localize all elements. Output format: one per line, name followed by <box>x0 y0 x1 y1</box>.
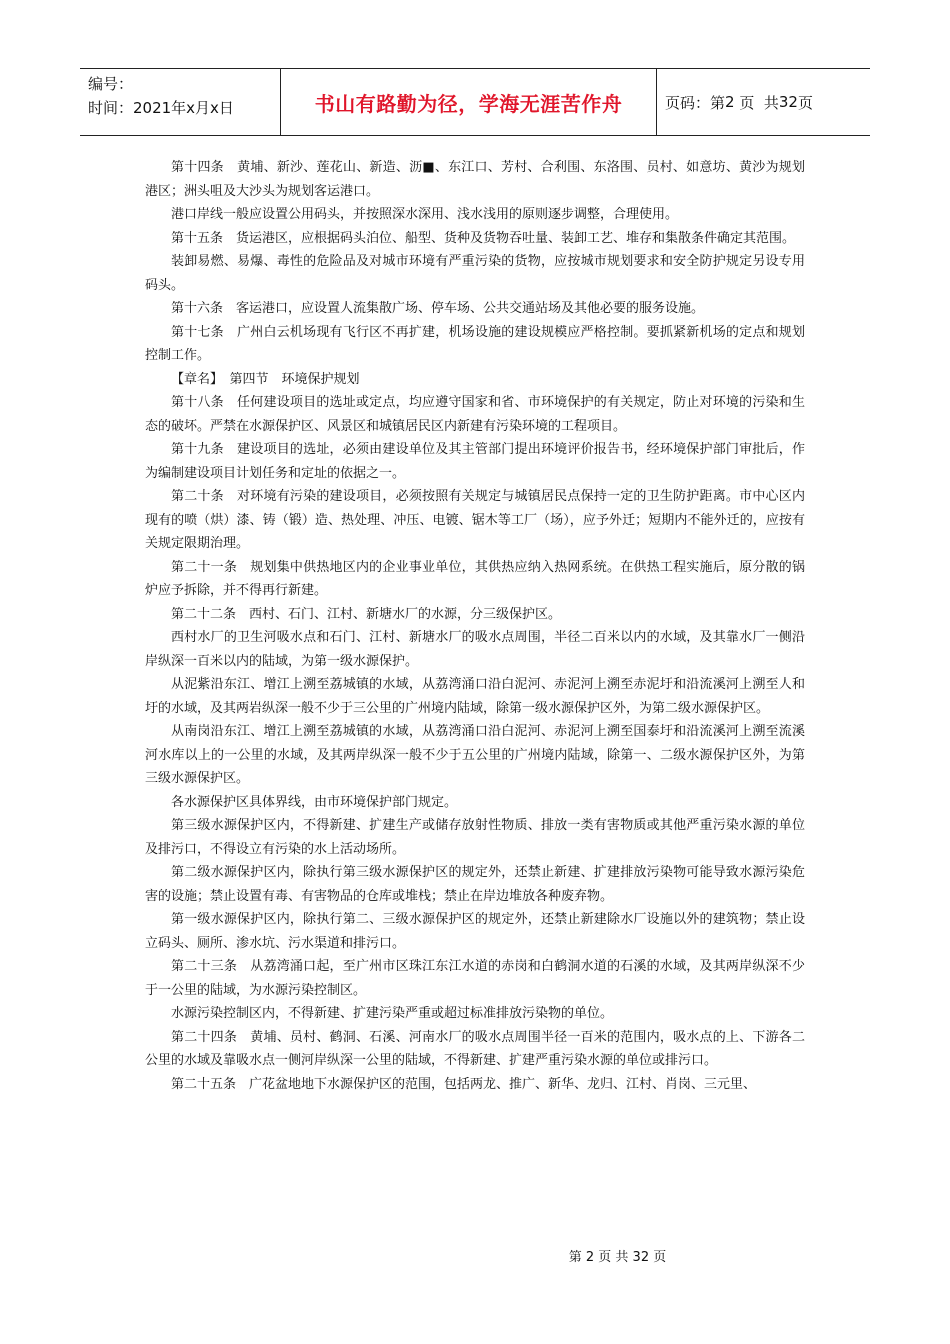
paragraph: 第二十条 对环境有污染的建设项目，必须按照有关规定与城镇居民点保持一定的卫生防护距离。市中心区内现有的喷（烘）漆、铸（锻）造、热处理、冲压、电镀、锯木等工厂（场），应予外迁；短期内不能外迁的，应按有关规定限期治理。 <box>145 489 805 551</box>
paragraph: 第二级水源保护区内，除执行第三级水源保护区的规定外，还禁止新建、扩建排放污染物可能导致水源污染危害的设施；禁止设置有毒、有害物品的仓库或堆栈；禁止在岸边堆放各种废弃物。 <box>145 865 805 904</box>
paragraph: 第十六条 客运港口，应设置人流集散广场、停车场、公共交通站场及其他必要的服务设施。 <box>171 301 705 316</box>
paragraph: 各水源保护区具体界线，由市环境保护部门规定。 <box>171 794 458 810</box>
document-number-label: 编号： <box>88 75 134 93</box>
header-motto-cell <box>281 69 657 135</box>
header-motto: 书山有路勤为径，学海无涯苦作舟 <box>314 91 623 116</box>
paragraph: 第十五条 货运港区，应根据码头泊位、船型、货种及货物吞吐量、装卸工艺、堆存和集散条件确定其范围。 <box>171 230 796 246</box>
document-body <box>145 156 805 1096</box>
section-heading: 【章名】 第四节 环境保护规划 <box>171 371 360 387</box>
page-prefix: 页码：第 <box>665 93 726 112</box>
paragraph: 第二十三条 从荔湾涌口起，至广州市区珠江东江水道的赤岗和白鹤洞水道的石溪的水域，及其两岸纵深不少于一公里的陆域，为水源污染控制区。 <box>145 959 805 998</box>
header-page-info <box>657 69 870 135</box>
paragraph: 第十九条 建设项目的选址，必须由建设单位及其主管部门提出环境评价报告书，经环境保护部门审批后，作为编制建设项目计划任务和定址的依据之一。 <box>145 442 805 481</box>
paragraph: 从泥紫沿东江、增江上溯至荔城镇的水域，从荔湾涌口沿白泥河、赤泥河上溯至赤泥圩和沿流溪河上溯至人和圩的水域，及其两岩纵深一般不少于三公里的广州境内陆域，除第一级水源保护区外，为第二级水源保护区。 <box>145 677 805 716</box>
paragraph: 水源污染控制区内，不得新建、扩建污染严重或超过标准排放污染物的单位。 <box>171 1006 614 1021</box>
paragraph: 第二十四条 黄埔、员村、鹤洞、石溪、河南水厂的吸水点周围半径一百米的范围内，吸水点的上、下游各二公里的水域及靠吸水点一侧河岸纵深一公里的陆域，不得新建、扩建严重污染水源的单位或排污口。 <box>145 1029 805 1068</box>
paragraph: 第十七条 广州白云机场现有飞行区不再扩建，机场设施的建设规模应严格控制。要抓紧新机场的定点和规划控制工作。 <box>145 324 805 363</box>
paragraph: 港口岸线一般应设置公用码头，并按照深水深用、浅水浅用的原则逐步调整，合理使用。 <box>171 207 679 222</box>
paragraph: 第二十二条 西村、石门、江村、新塘水厂的水源，分三级保护区。 <box>171 606 562 622</box>
paragraph: 第十八条 任何建设项目的选址或定点，均应遵守国家和省、市环境保护的有关规定，防止对环境的污染和生态的破坏。严禁在水源保护区、风景区和城镇居民区内新建有污染环境的工程项目。 <box>145 395 805 434</box>
paragraph: 装卸易燃、易爆、毒性的危险品及对城市环境有严重污染的货物，应按城市规划要求和安全防护规定另设专用码头。 <box>145 254 805 293</box>
page-total: 32 <box>778 93 798 111</box>
paragraph: 西村水厂的卫生河吸水点和石门、江村、新塘水厂的吸水点周围，半径二百米以内的水域，及其靠水厂一侧沿岸纵深一百米以内的陆域，为第一级水源保护。 <box>145 630 805 669</box>
page-footer <box>0 1246 950 1265</box>
paragraph: 第三级水源保护区内，不得新建、扩建生产或储存放射性物质、排放一类有害物质或其他严重污染水源的单位及排污口，不得设立有污染的水上活动场所。 <box>145 818 805 857</box>
page-number: 2 <box>725 93 735 111</box>
document-header <box>80 68 870 136</box>
page-suffix: 页 <box>797 93 813 112</box>
paragraph: 第一级水源保护区内，除执行第二、三级水源保护区的规定外，还禁止新建除水厂设施以外的建筑物；禁止设立码头、厕所、渗水坑、污水渠道和排污口。 <box>145 912 805 951</box>
header-meta <box>80 69 281 135</box>
footer-page-count: 第 2 页 共 32 页 <box>568 1250 667 1265</box>
paragraph: 第十四条 黄埔、新沙、莲花山、新造、沥■、东江口、芳村、合利围、东洛围、员村、如意坊、黄沙为规划港区；洲头咀及大沙头为规划客运港口。 <box>145 160 805 199</box>
paragraph: 第二十一条 规划集中供热地区内的企业事业单位，其供热应纳入热网系统。在供热工程实施后，原分散的锅炉应予拆除，并不得再行新建。 <box>145 559 805 598</box>
page-mid: 页 共 <box>739 93 779 112</box>
paragraph: 第二十五条 广花盆地地下水源保护区的范围，包括两龙、推广、新华、龙归、江村、肖岗、三元里、 <box>171 1076 757 1092</box>
paragraph: 从南岗沿东江、增江上溯至荔城镇的水域，从荔湾涌口沿白泥河、赤泥河上溯至国泰圩和沿流溪河上溯至流溪河水库以上的一公里的水域，及其两岸纵深一般不少于五公里的广州境内陆域，除第一、二级水源保护区外，为第三级水源保护区。 <box>145 724 805 786</box>
document-date: 时间：2021年x月x日 <box>88 99 234 117</box>
